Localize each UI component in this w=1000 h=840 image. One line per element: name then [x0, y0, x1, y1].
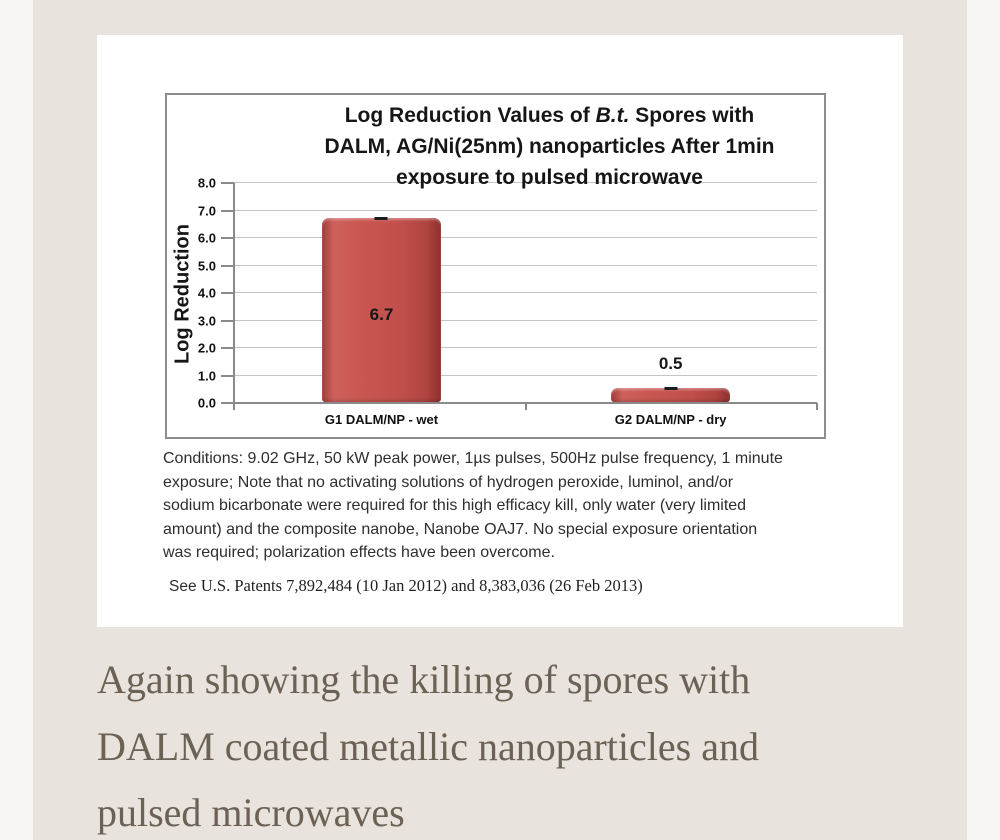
- y-tick-label: 2.0: [197, 340, 216, 356]
- bar: [611, 388, 730, 402]
- patent-reference: [169, 576, 643, 596]
- right-gutter: [967, 0, 1000, 840]
- slide-card: [97, 35, 903, 627]
- x-axis-tick: [525, 403, 527, 410]
- y-tick-label: 6.0: [197, 230, 216, 246]
- chart-title-line-3: exposure to pulsed microwave: [396, 166, 703, 189]
- conditions-line: amount) and the composite nanobe, Nanobe OAJ7. No special exposure orientation: [163, 520, 758, 538]
- chart-title-line-1: [262, 100, 837, 131]
- error-bar-cap: [664, 387, 677, 390]
- x-axis-line: [234, 402, 817, 404]
- y-tick-label: 5.0: [197, 258, 216, 273]
- x-axis-tick: [816, 403, 818, 410]
- y-tick-label: 0.0: [197, 395, 216, 411]
- x-category-label: G1 DALM/NP - wet: [324, 412, 439, 427]
- y-tick-label: 7.0: [197, 203, 216, 218]
- gridline: [234, 210, 817, 211]
- conditions-line: sodium bicarbonate were required for this high efficacy kill, only water (very limited: [163, 497, 747, 515]
- error-bar-cap: [375, 217, 388, 220]
- chart-title-line-2: DALM, AG/Ni(25nm) nanoparticles After 1min: [324, 135, 775, 158]
- caption-line: DALM coated metallic nanoparticles and: [97, 723, 759, 769]
- conditions-line: exposure; Note that no activating solutions of hydrogen peroxide, luminol, and/or: [163, 473, 734, 491]
- chart-title-text: Spores with: [629, 104, 755, 127]
- x-axis-tick: [233, 403, 235, 410]
- patent-see-label: See: [169, 578, 201, 595]
- left-gutter: [0, 0, 33, 840]
- conditions-line: was required; polarization effects have been overcome.: [163, 544, 555, 562]
- conditions-paragraph: [163, 447, 869, 565]
- y-tick-label: 4.0: [197, 285, 216, 301]
- caption-line: Again showing the killing of spores with: [97, 657, 751, 702]
- chart-title-text: Log Reduction Values of: [344, 104, 596, 127]
- y-axis-title: Log Reduction: [171, 224, 194, 364]
- conditions-line: Conditions: 9.02 GHz, 50 kW peak power, 1µs pulses, 500Hz pulse frequency, 1 minute: [163, 450, 783, 467]
- chart-title: [262, 100, 837, 193]
- y-tick-label: 1.0: [197, 368, 216, 383]
- y-axis-line: [233, 183, 235, 403]
- page-caption: [97, 647, 909, 840]
- bar-value-label: 6.7: [369, 305, 394, 324]
- y-tick-label: 3.0: [197, 313, 216, 328]
- patent-numbers: U.S. Patents 7,892,484 (10 Jan 2012) and 8,383,036 (26 Feb 2013): [200, 576, 643, 595]
- x-category-label: G2 DALM/NP - dry: [614, 412, 727, 427]
- bar-value-label: 0.5: [658, 354, 683, 373]
- chart: [165, 93, 826, 439]
- caption-line: pulsed microwaves: [97, 790, 405, 835]
- y-tick-label: 8.0: [197, 175, 216, 191]
- chart-title-italic-species: B.t.: [595, 104, 630, 127]
